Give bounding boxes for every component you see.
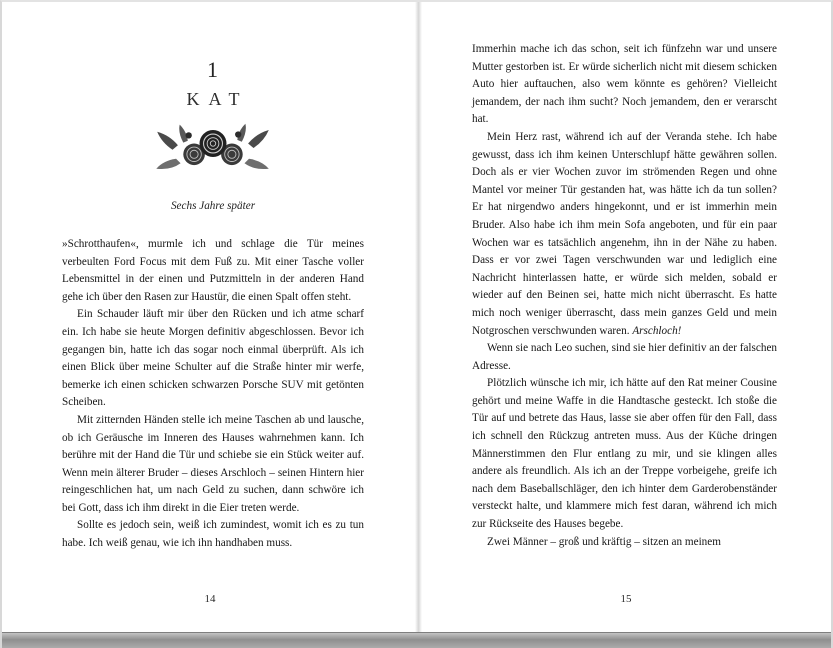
text-run: Plötzlich wünsche ich mir, ich hätte auf den Rat meiner Cousine gehört und meine Waffe in die Handtasche gesteckt. Ich stoße die Tür auf und betrete das Haus, lasse sie aber offen für den Fall, dass ich schnell den Rückzug antreten muss. Aus der Küche dringen Männerstimmen den Flur entlang zu mir, und sie klingen alles andere als freundlich. Als ich an der Treppe vorbeigehe, greife ich nach dem Baseballschläger, den ich hinter dem Garderobenständer versteckt halte, und klammere mich fest daran, während ich mich zur Rückseite des Hauses begebe.	[472, 377, 777, 531]
page-number-left: 14	[204, 593, 216, 605]
book-bottom-edge	[2, 632, 831, 648]
text-run: Zwei Männer – groß und kräftig – sitzen an meinem	[487, 535, 721, 548]
text-run: Wenn sie nach Leo suchen, sind sie hier definitiv an der falschen Adresse.	[472, 342, 777, 372]
paragraph	[472, 375, 777, 533]
chapter-title: KAT	[186, 89, 249, 110]
left-page-text	[62, 236, 364, 553]
text-run: Ein Schauder läuft mir über den Rücken und ich atme scharf ein. Ich habe sie heute Morgen definitiv abgeschlossen. Bevor ich gegangen bin, hatte ich das sogar noch einmal überprüft. Als ich einen Blick über meine Schulter auf die Straße hinter mir werfe, bemerke ich einen schicken schwarzen Porsche SUV mit getönten Scheiben.	[62, 308, 364, 409]
page-right	[419, 2, 833, 632]
paragraph	[62, 412, 364, 518]
paragraph	[62, 236, 364, 306]
page-number-right: 15	[620, 593, 632, 605]
chapter-number: 1	[207, 57, 219, 82]
paragraph	[62, 517, 364, 552]
section-note: Sechs Jahre später	[170, 199, 256, 212]
chapter-head	[62, 58, 364, 212]
paragraph	[472, 129, 777, 340]
text-run: »Schrotthaufen«, murmle ich und schlage die Tür meines verbeulten Ford Focus mit dem Fuß zu. Mit einer Tasche voller Lebensmittel in der einen und Putzmitteln in der anderen Hand gehe ich über den Rasen zur Haustür, die einen Spalt offen steht.	[62, 237, 364, 303]
flower-bouquet-icon	[62, 121, 364, 175]
text-run: Sollte es jedoch sein, weiß ich zumindest, womit ich es zu tun habe. Ich weiß genau, wie ich ihn handhaben muss.	[62, 519, 364, 550]
text-run: Mein Herz rast, während ich auf der Veranda stehe. Ich habe gewusst, dass ich ihm keinen Unterschlupf hätte gewähren sollen. Doch als er vier Wochen zuvor im strömenden Regen und ohne Mantel vor meiner Tür gestanden hat, was hätte ich da tun sollen? Er hat nirgendwo anders hingekonnt, und er ist immerhin mein Bruder. Also habe ich ihm mein Sofa angeboten, und für ein paar Wochen war es tatsächlich angenehm, ihn in der Nähe zu haben. Dass er vor zwei Tagen verschwunden war und lediglich eine Nachricht hinterlassen hatte, er würde sich melden, sobald er wieder auf den Beinen sei, hatte mich nicht überrascht. Es hatte mich noch weniger überrascht, dass mein ganzes Geld und mein Notgroschen verschwunden waren.	[472, 130, 777, 337]
paragraph	[472, 534, 777, 552]
text-run: Mit zitternden Händen stelle ich meine Taschen ab und lausche, ob ich Geräusche im Inneren des Hauses wahrnehmen kann. Ich berühre mit der Hand die Tür und schiebe sie ein Stück weiter auf. Wenn mein älterer Bruder – dieses Arschloch – seinen Hintern hier reingeschlichen hat, um nach Geld zu suchen, dann schwöre ich bei Gott, dass ich ihm direkt in die Eier treten werde.	[62, 413, 364, 514]
right-page-text	[472, 41, 777, 551]
text-run: Immerhin mache ich das schon, seit ich fünfzehn war und unsere Mutter gestorben ist. Er würde sicherlich nicht mit diesem schicken Auto hier auftauchen, also wem könnte es gehören? Vielleicht jemandem, der nach ihm sucht? Noch jemandem, den er verarscht hat.	[472, 43, 777, 126]
paragraph	[472, 340, 777, 375]
page-left	[2, 2, 418, 632]
paragraph	[472, 41, 777, 129]
emphasis-text: Arschloch!	[632, 324, 682, 337]
paragraph	[62, 306, 364, 412]
